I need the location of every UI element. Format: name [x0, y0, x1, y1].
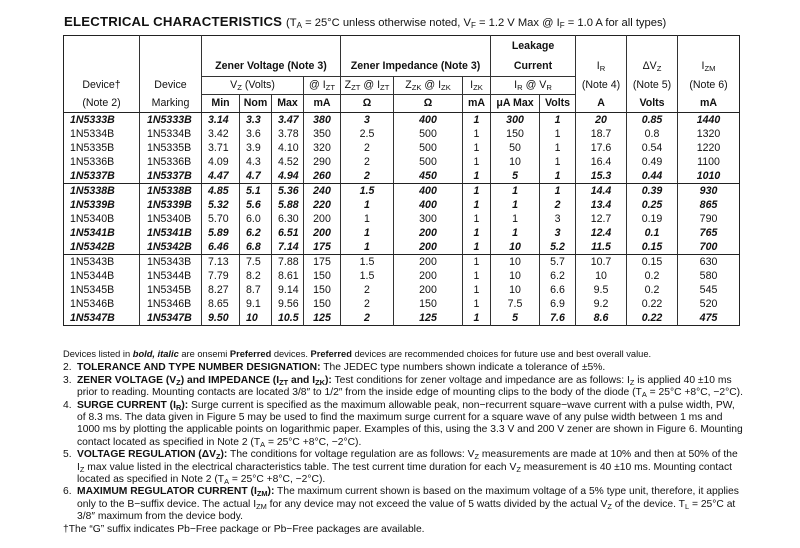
zzk-cell: 200 — [394, 226, 463, 240]
ir-ua-cell: 1 — [491, 198, 540, 212]
table-row — [64, 127, 740, 141]
zzt-cell: 1.5 — [341, 255, 394, 270]
header-nom: Nom — [240, 95, 272, 113]
marking-cell: 1N5343B — [140, 255, 202, 270]
ir-a-cell: 11.5 — [576, 240, 627, 255]
note-text: The JEDEC type numbers shown indicate a tolerance of ±5%. — [320, 362, 606, 374]
zzk-cell: 450 — [394, 169, 463, 184]
zzk-cell: 200 — [394, 269, 463, 283]
note-item — [63, 400, 743, 450]
header-device: Device† — [64, 77, 140, 95]
ir-ua-cell: 10 — [491, 255, 540, 270]
vz-max-cell: 8.61 — [272, 269, 304, 283]
vz-min-cell: 6.46 — [202, 240, 240, 255]
device-cell: 1N5336B — [64, 155, 140, 169]
zzk-cell: 200 — [394, 240, 463, 255]
dvz-cell: 0.44 — [627, 169, 678, 184]
ir-a-cell: 10.7 — [576, 255, 627, 270]
vr-cell: 2 — [540, 198, 576, 212]
notes-section — [63, 348, 743, 536]
vz-max-cell: 9.56 — [272, 297, 304, 311]
dvz-cell: 0.22 — [627, 297, 678, 311]
marking-cell: 1N5339B — [140, 198, 202, 212]
header-device-note: (Note 2) — [64, 95, 140, 113]
zzk-cell: 200 — [394, 255, 463, 270]
vz-max-cell: 7.14 — [272, 240, 304, 255]
table-row — [64, 141, 740, 155]
zzt-cell: 1 — [341, 240, 394, 255]
zzt-cell: 2 — [341, 155, 394, 169]
vz-min-cell: 4.85 — [202, 184, 240, 199]
vr-cell: 3 — [540, 226, 576, 240]
vr-cell: 1 — [540, 184, 576, 199]
header-marking-2: Marking — [140, 95, 202, 113]
table-row — [64, 184, 740, 199]
zzk-cell: 500 — [394, 155, 463, 169]
device-cell: 1N5337B — [64, 169, 140, 184]
ir-a-cell: 14.4 — [576, 184, 627, 199]
izt-cell: 150 — [304, 283, 341, 297]
vz-nom-cell: 6.2 — [240, 226, 272, 240]
preferred-bold-italic: bold, italic — [132, 349, 179, 359]
preferred-text-2: are onsemi — [178, 349, 230, 359]
dvz-cell: 0.15 — [627, 240, 678, 255]
izt-cell: 240 — [304, 184, 341, 199]
zzk-cell: 500 — [394, 141, 463, 155]
note-heading: VOLTAGE REGULATION $(\Delta V_Z)$: — [77, 449, 228, 462]
ir-a-cell: 9.5 — [576, 283, 627, 297]
ir-a-cell: 10 — [576, 269, 627, 283]
section-title-main: ELECTRICAL CHARACTERISTICS — [64, 14, 283, 29]
note-text: The conditions for voltage regulation are as follows: $V_Z$ measurements are made at 10% and then at 50% of the $I_Z$ max value listed in the electrical characteristics table. The test current time duration for each $V_Z$ measurement is 40 ±10 ms. Mounting contact located as specified in Note 2 ($T_A = 25^\circ C +8^\circ C$, −2°C). — [77, 449, 738, 487]
header-dvz-note: (Note 5) — [627, 77, 678, 95]
device-cell: 1N5339B — [64, 198, 140, 212]
device-cell: 1N5346B — [64, 297, 140, 311]
note-item — [63, 375, 743, 400]
ir-ua-cell: 150 — [491, 127, 540, 141]
vz-min-cell: 5.32 — [202, 198, 240, 212]
dvz-cell: 0.2 — [627, 269, 678, 283]
izm-cell: 765 — [699, 226, 718, 239]
zzt-cell: 1 — [341, 212, 394, 226]
header-zener-voltage: Zener Voltage (Note 3) — [202, 56, 341, 77]
vz-nom-cell: 8.7 — [240, 283, 272, 297]
dvz-cell: 0.39 — [627, 184, 678, 199]
header-unit-ma-izt: mA — [304, 95, 341, 113]
header-leakage-2: Current — [491, 56, 576, 77]
header-izm-note: (Note 6) — [689, 79, 728, 91]
vr-cell: 6.2 — [540, 269, 576, 283]
izk-cell: 1 — [463, 255, 491, 270]
preferred-text-3: devices. — [271, 349, 311, 359]
marking-cell: 1N5345B — [140, 283, 202, 297]
izm-cell: 475 — [699, 311, 718, 324]
izk-cell: 1 — [463, 212, 491, 226]
vz-min-cell: 8.65 — [202, 297, 240, 311]
zzk-cell: 125 — [394, 311, 463, 326]
header-dvz: $\Delta V_Z$ — [627, 56, 678, 77]
izk-cell: 1 — [463, 169, 491, 184]
izm-cell: 1220 — [696, 141, 721, 154]
note-heading: TOLERANCE AND TYPE NUMBER DESIGNATION: — [77, 362, 321, 374]
izm-cell: 520 — [699, 297, 718, 310]
table-row — [64, 269, 740, 283]
zzt-cell: 1.5 — [341, 269, 394, 283]
ir-ua-cell: 7.5 — [491, 297, 540, 311]
vz-min-cell: 4.09 — [202, 155, 240, 169]
zzt-cell: 2 — [341, 283, 394, 297]
ir-ua-cell: 300 — [491, 113, 540, 128]
vz-nom-cell: 3.9 — [240, 141, 272, 155]
izt-cell: 125 — [304, 311, 341, 326]
table-row — [64, 226, 740, 240]
vz-nom-cell: 4.7 — [240, 169, 272, 184]
vz-max-cell: 9.14 — [272, 283, 304, 297]
vz-min-cell: 7.13 — [202, 255, 240, 270]
header-unit-volts-vr: Volts — [540, 95, 576, 113]
ir-ua-cell: 5 — [491, 169, 540, 184]
vz-nom-cell: 9.1 — [240, 297, 272, 311]
izt-cell: 150 — [304, 297, 341, 311]
vz-max-cell: 6.30 — [272, 212, 304, 226]
header-izk: $I_{ZK}$ — [463, 77, 491, 95]
marking-cell: 1N5333B — [140, 113, 202, 128]
zzk-cell: 300 — [394, 212, 463, 226]
marking-cell: 1N5340B — [140, 212, 202, 226]
note-item — [63, 449, 743, 486]
marking-cell: 1N5344B — [140, 269, 202, 283]
device-cell: 1N5335B — [64, 141, 140, 155]
dvz-cell: 0.22 — [627, 311, 678, 326]
ir-ua-cell: 1 — [491, 184, 540, 199]
header-zzt: $Z_{ZT}$ @ $I_{ZT}$ — [341, 77, 394, 95]
izt-cell: 175 — [304, 240, 341, 255]
vz-nom-cell: 4.3 — [240, 155, 272, 169]
izt-cell: 220 — [304, 198, 341, 212]
zzt-cell: 2 — [341, 297, 394, 311]
table-row — [64, 297, 740, 311]
ir-a-cell: 18.7 — [576, 127, 627, 141]
vz-nom-cell: 5.1 — [240, 184, 272, 199]
note-heading: MAXIMUM REGULATOR CURRENT $(I_{ZM})$: — [77, 486, 275, 499]
pb-free-footnote: †The “G” suffix indicates Pb−Free package or Pb−Free packages are available. — [63, 523, 425, 535]
marking-cell: 1N5337B — [140, 169, 202, 184]
vz-max-cell: 4.10 — [272, 141, 304, 155]
izm-cell: 1320 — [696, 127, 721, 140]
vr-cell: 6.9 — [540, 297, 576, 311]
device-cell: 1N5338B — [64, 184, 140, 199]
ir-a-cell: 13.4 — [576, 198, 627, 212]
izm-cell: 580 — [699, 269, 718, 282]
note-heading: SURGE CURRENT $(I_R)$: — [77, 399, 189, 412]
vz-max-cell: 4.52 — [272, 155, 304, 169]
marking-cell: 1N5338B — [140, 184, 202, 199]
table-row — [64, 169, 740, 184]
vz-nom-cell: 3.3 — [240, 113, 272, 128]
note-number: 2. — [63, 362, 72, 374]
izk-cell: 1 — [463, 311, 491, 326]
vz-min-cell: 4.47 — [202, 169, 240, 184]
izk-cell: 1 — [463, 269, 491, 283]
header-vz-volts: $V_Z$ (Volts) — [202, 77, 304, 95]
device-cell: 1N5340B — [64, 212, 140, 226]
izt-cell: 260 — [304, 169, 341, 184]
note-text: The maximum current shown is based on the maximum voltage of a 5% type unit, therefore, it applies only to the B−suffix device. The actual $I_{ZM}$ for any device may not exceed the value of 5 watts divided by the actual $V_Z$ of the device. $T_L = 25^\circ C$ at 3/8″ maximum from the device body. — [77, 486, 739, 523]
zzt-cell: 3 — [341, 113, 394, 128]
header-min: Min — [202, 95, 240, 113]
zzt-cell: 2 — [341, 311, 394, 326]
header-unit-ohm-zzk: Ω — [394, 95, 463, 113]
vr-cell: 7.6 — [540, 311, 576, 326]
dvz-cell: 0.8 — [627, 127, 678, 141]
ir-a-cell: 20 — [576, 113, 627, 128]
note-number: 4. — [63, 399, 72, 411]
marking-cell: 1N5346B — [140, 297, 202, 311]
zzt-cell: 2 — [341, 141, 394, 155]
ir-ua-cell: 1 — [491, 212, 540, 226]
izm-cell: 630 — [699, 255, 718, 268]
izk-cell: 1 — [463, 155, 491, 169]
vz-nom-cell: 8.2 — [240, 269, 272, 283]
ir-a-cell: 16.4 — [576, 155, 627, 169]
zzt-cell: 2.5 — [341, 127, 394, 141]
dvz-cell: 0.54 — [627, 141, 678, 155]
section-title — [64, 14, 666, 29]
dvz-cell: 0.25 — [627, 198, 678, 212]
vz-max-cell: 3.78 — [272, 127, 304, 141]
header-unit-volts-dvz: Volts — [627, 95, 678, 113]
table-row — [64, 283, 740, 297]
header-unit-ua-max: μA Max — [491, 95, 540, 113]
vz-max-cell: 5.88 — [272, 198, 304, 212]
izt-cell: 200 — [304, 212, 341, 226]
marking-cell: 1N5342B — [140, 240, 202, 255]
marking-cell: 1N5336B — [140, 155, 202, 169]
izm-cell: 545 — [699, 283, 718, 296]
vr-cell: 1 — [540, 169, 576, 184]
vz-max-cell: 5.36 — [272, 184, 304, 199]
vr-cell: 1 — [540, 141, 576, 155]
header-unit-ohm-zzt: Ω — [341, 95, 394, 113]
ir-ua-cell: 10 — [491, 155, 540, 169]
izt-cell: 175 — [304, 255, 341, 270]
vz-max-cell: 3.47 — [272, 113, 304, 128]
vz-min-cell: 9.50 — [202, 311, 240, 326]
izm-cell: 790 — [699, 212, 718, 225]
dvz-cell: 0.15 — [627, 255, 678, 270]
izm-cell: 1010 — [678, 169, 740, 184]
vz-min-cell: 5.89 — [202, 226, 240, 240]
header-unit-ma-izk: mA — [463, 95, 491, 113]
header-at-izt: @ $I_{ZT}$ — [304, 77, 341, 95]
zzk-cell: 150 — [394, 297, 463, 311]
section-title-conditions: ($T_A = 25^\circ C$ unless otherwise noted, $V_F = 1.2$ V Max @ $I_F = 1.0$ A for all types) — [286, 17, 667, 30]
ir-a-cell: 9.2 — [576, 297, 627, 311]
izm-cell: 865 — [699, 198, 718, 211]
zzt-cell: 1.5 — [341, 184, 394, 199]
header-unit-ma-izm: mA — [678, 95, 740, 113]
note-item — [63, 486, 743, 523]
ir-a-cell: 12.7 — [576, 212, 627, 226]
izt-cell: 320 — [304, 141, 341, 155]
ir-ua-cell: 10 — [491, 283, 540, 297]
note-number: 3. — [63, 374, 72, 386]
header-ir-vr: $I_R$ @ $V_R$ — [491, 77, 576, 95]
note-text: Test conditions for zener voltage and impedance are as follows: $I_Z$ is applied 40 ±10 ms prior to reading. Mounting contacts are located 3/8″ to 1/2″ from the inside edge of mounting clips to the body of the diode ($T_A = 25^\circ C +8^\circ C$, −2°C). — [77, 374, 743, 400]
izt-cell: 380 — [304, 113, 341, 128]
izt-cell: 200 — [304, 226, 341, 240]
vz-nom-cell: 6.8 — [240, 240, 272, 255]
vz-nom-cell: 3.6 — [240, 127, 272, 141]
vz-max-cell: 4.94 — [272, 169, 304, 184]
device-cell: 1N5342B — [64, 240, 140, 255]
vz-min-cell: 3.71 — [202, 141, 240, 155]
izm-cell: 1100 — [697, 155, 720, 168]
header-ir: $I_R$ — [576, 56, 627, 77]
note-text: Surge current is specified as the maximum allowable peak, non−recurrent square−wave current with a pulse width, PW, of 8.3 ms. The data given in Figure 5 may be used to find the maximum surge current for a square wave of any pulse width between 1 ms and 1000 ms by plotting the applicable points on logarithmic paper. Examples of this, using the 3.3 V and 200 V zener are shown in Figure 6. Mounting contact located as specified in Note 2 ($T_A = 25^\circ C +8^\circ C$, −2°C). — [77, 399, 743, 449]
vr-cell: 5.7 — [540, 255, 576, 270]
ir-ua-cell: 5 — [491, 311, 540, 326]
ir-a-cell: 17.6 — [576, 141, 627, 155]
izk-cell: 1 — [463, 198, 491, 212]
vz-min-cell: 8.27 — [202, 283, 240, 297]
vz-max-cell: 7.88 — [272, 255, 304, 270]
dvz-cell: 0.19 — [627, 212, 678, 226]
preferred-devices-note — [63, 348, 743, 360]
table-row — [64, 240, 740, 255]
izk-cell: 1 — [463, 113, 491, 128]
device-cell: 1N5333B — [64, 113, 140, 128]
preferred-text-1: Devices listed in — [63, 349, 133, 359]
device-cell: 1N5345B — [64, 283, 140, 297]
vr-cell: 1 — [540, 113, 576, 128]
header-marking-1: Device — [140, 77, 202, 95]
note-heading: ZENER VOLTAGE $(V_Z)$ and IMPEDANCE ($I_{ZT}$ and $I_{ZK}$): — [77, 374, 332, 387]
vr-cell: 1 — [540, 155, 576, 169]
izk-cell: 1 — [463, 297, 491, 311]
izk-cell: 1 — [463, 141, 491, 155]
ir-a-cell: 15.3 — [576, 169, 627, 184]
header-unit-amps: A — [576, 95, 627, 113]
vz-max-cell: 6.51 — [272, 226, 304, 240]
preferred-keyword-2: Preferred — [310, 349, 352, 359]
header-izm: $I_{ZM}$ — [701, 59, 716, 73]
dvz-cell: 0.2 — [627, 283, 678, 297]
dvz-cell: 0.1 — [627, 226, 678, 240]
header-zener-impedance: Zener Impedance (Note 3) — [341, 56, 491, 77]
izk-cell: 1 — [463, 127, 491, 141]
device-cell: 1N5334B — [64, 127, 140, 141]
table-row — [64, 155, 740, 169]
note-item — [63, 362, 743, 374]
marking-cell: 1N5335B — [140, 141, 202, 155]
table-row — [64, 311, 740, 326]
marking-cell: 1N5341B — [140, 226, 202, 240]
dvz-cell: 0.85 — [627, 113, 678, 128]
vz-nom-cell: 5.6 — [240, 198, 272, 212]
ir-ua-cell: 1 — [491, 226, 540, 240]
vz-min-cell: 5.70 — [202, 212, 240, 226]
izt-cell: 290 — [304, 155, 341, 169]
table-body — [64, 113, 740, 326]
table-row — [64, 212, 740, 226]
ir-ua-cell: 10 — [491, 240, 540, 255]
vz-max-cell: 10.5 — [272, 311, 304, 326]
vz-nom-cell: 6.0 — [240, 212, 272, 226]
device-cell: 1N5343B — [64, 255, 140, 270]
device-cell: 1N5344B — [64, 269, 140, 283]
izm-cell: 930 — [699, 184, 718, 197]
vr-cell: 1 — [540, 127, 576, 141]
numbered-notes — [63, 362, 743, 523]
zzt-cell: 1 — [341, 226, 394, 240]
electrical-characteristics-table — [63, 35, 740, 326]
izk-cell: 1 — [463, 283, 491, 297]
izk-cell: 1 — [463, 184, 491, 199]
vr-cell: 5.2 — [540, 240, 576, 255]
device-cell: 1N5347B — [64, 311, 140, 326]
ir-a-cell: 12.4 — [576, 226, 627, 240]
zzk-cell: 400 — [394, 113, 463, 128]
vz-nom-cell: 10 — [240, 311, 272, 326]
zzk-cell: 400 — [394, 184, 463, 199]
table-row — [64, 255, 740, 270]
zzk-cell: 500 — [394, 127, 463, 141]
zzt-cell: 2 — [341, 169, 394, 184]
marking-cell: 1N5347B — [140, 311, 202, 326]
ir-a-cell: 8.6 — [576, 311, 627, 326]
header-max: Max — [272, 95, 304, 113]
header-ir-note: (Note 4) — [576, 77, 627, 95]
zzk-cell: 200 — [394, 283, 463, 297]
device-cell: 1N5341B — [64, 226, 140, 240]
izm-cell: 1440 — [696, 113, 721, 126]
izk-cell: 1 — [463, 240, 491, 255]
zzk-cell: 400 — [394, 198, 463, 212]
zzt-cell: 1 — [341, 198, 394, 212]
ir-ua-cell: 50 — [491, 141, 540, 155]
vr-cell: 6.6 — [540, 283, 576, 297]
vz-min-cell: 3.14 — [202, 113, 240, 128]
vz-min-cell: 7.79 — [202, 269, 240, 283]
preferred-keyword-1: Preferred — [229, 349, 272, 359]
table-row — [64, 198, 740, 212]
note-number: 6. — [63, 486, 72, 498]
header-leakage-1: Leakage — [491, 36, 576, 57]
izk-cell: 1 — [463, 226, 491, 240]
header-zzk: $Z_{ZK}$ @ $I_{ZK}$ — [394, 77, 463, 95]
izt-cell: 350 — [304, 127, 341, 141]
preferred-text-4: devices are recommended choices for future use and best overall value. — [351, 349, 652, 359]
vz-nom-cell: 7.5 — [240, 255, 272, 270]
ir-ua-cell: 10 — [491, 269, 540, 283]
dvz-cell: 0.49 — [627, 155, 678, 169]
table-row — [64, 113, 740, 128]
izt-cell: 150 — [304, 269, 341, 283]
vr-cell: 3 — [540, 212, 576, 226]
note-number: 5. — [63, 449, 72, 461]
marking-cell: 1N5334B — [140, 127, 202, 141]
izm-cell: 700 — [678, 240, 740, 255]
vz-min-cell: 3.42 — [202, 127, 240, 141]
